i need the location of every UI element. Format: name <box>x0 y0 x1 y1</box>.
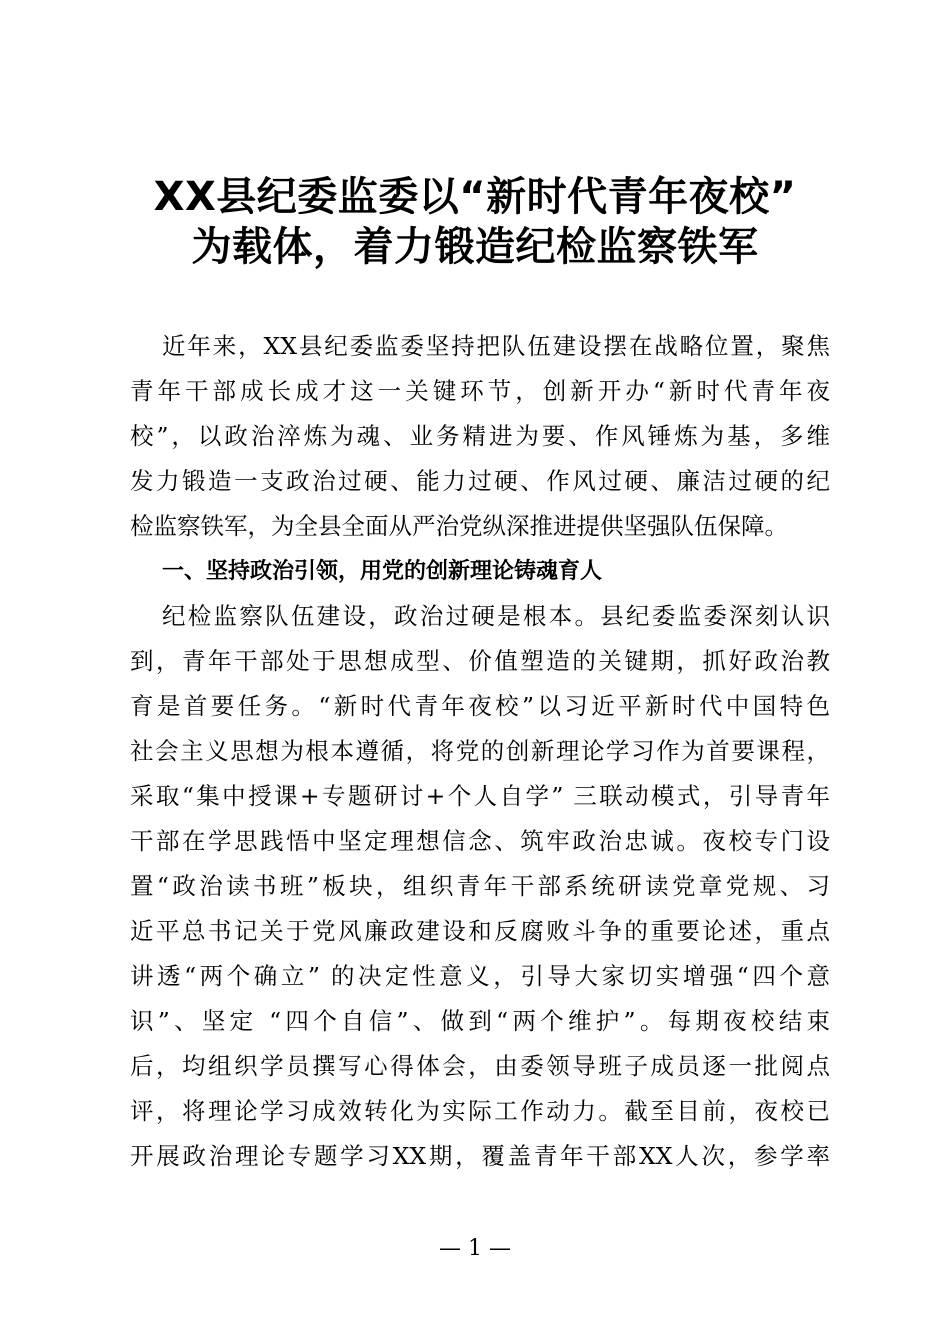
body-line: 后，均组织学员撰写心得体会，由委领导班子成员逐一批阅点 <box>130 1052 830 1080</box>
body-line: 开展政治理论专题学习XX期，覆盖青年干部XX人次，参学率 <box>130 1142 830 1170</box>
body-line: 置“政治读书班”板块，组织青年干部系统研读党章党规、习 <box>130 872 830 900</box>
body-line: 近年来，XX县纪委监委坚持把队伍建设摆在战略位置，聚焦 <box>162 332 830 360</box>
body-line: 讲透“两个确立” 的决定性意义，引导大家切实增强“四个意 <box>130 962 830 990</box>
body-line: 干部在学思践悟中坚定理想信念、筑牢政治忠诚。夜校专门设 <box>130 827 830 855</box>
body-line: 采取“集中授课+专题研讨+个人自学” 三联动模式，引导青年 <box>130 782 830 810</box>
document-title <box>100 172 850 272</box>
body-line: 社会主义思想为根本遵循，将党的创新理论学习作为首要课程， <box>130 737 830 765</box>
body-line: 校”，以政治淬炼为魂、业务精进为要、作风锤炼为基，多维 <box>130 422 830 450</box>
body-line: 到，青年干部处于思想成型、价值塑造的关键期，抓好政治教 <box>130 647 830 675</box>
body-line: 识”、坚定 “四个自信”、做到“两个维护”。每期夜校结束 <box>130 1007 830 1035</box>
body-line: 纪检监察队伍建设，政治过硬是根本。县纪委监委深刻认识 <box>162 602 830 630</box>
document-body <box>130 324 830 1179</box>
body-line: 评，将理论学习成效转化为实际工作动力。截至目前，夜校已 <box>130 1097 830 1125</box>
title-line-2: 为载体，着力锻造纪检监察铁军 <box>191 224 759 270</box>
body-line: 发力锻造一支政治过硬、能力过硬、作风过硬、廉洁过硬的纪 <box>130 467 830 495</box>
body-line: 近平总书记关于党风廉政建设和反腐败斗争的重要论述，重点 <box>130 917 830 945</box>
body-line: 青年干部成长成才这一关键环节，创新开办“新时代青年夜 <box>130 377 830 405</box>
body-line: 检监察铁军，为全县全面从严治党纵深推进提供坚强队伍保障。 <box>130 512 788 540</box>
section-heading: 一、坚持政治引领，用党的创新理论铸魂育人 <box>162 559 603 584</box>
body-line: 育是首要任务。“新时代青年夜校”以习近平新时代中国特色 <box>130 692 830 720</box>
page-number: — 1 — <box>439 1236 511 1261</box>
title-line-1: XX县纪委监委以“新时代青年夜校” <box>153 174 797 220</box>
